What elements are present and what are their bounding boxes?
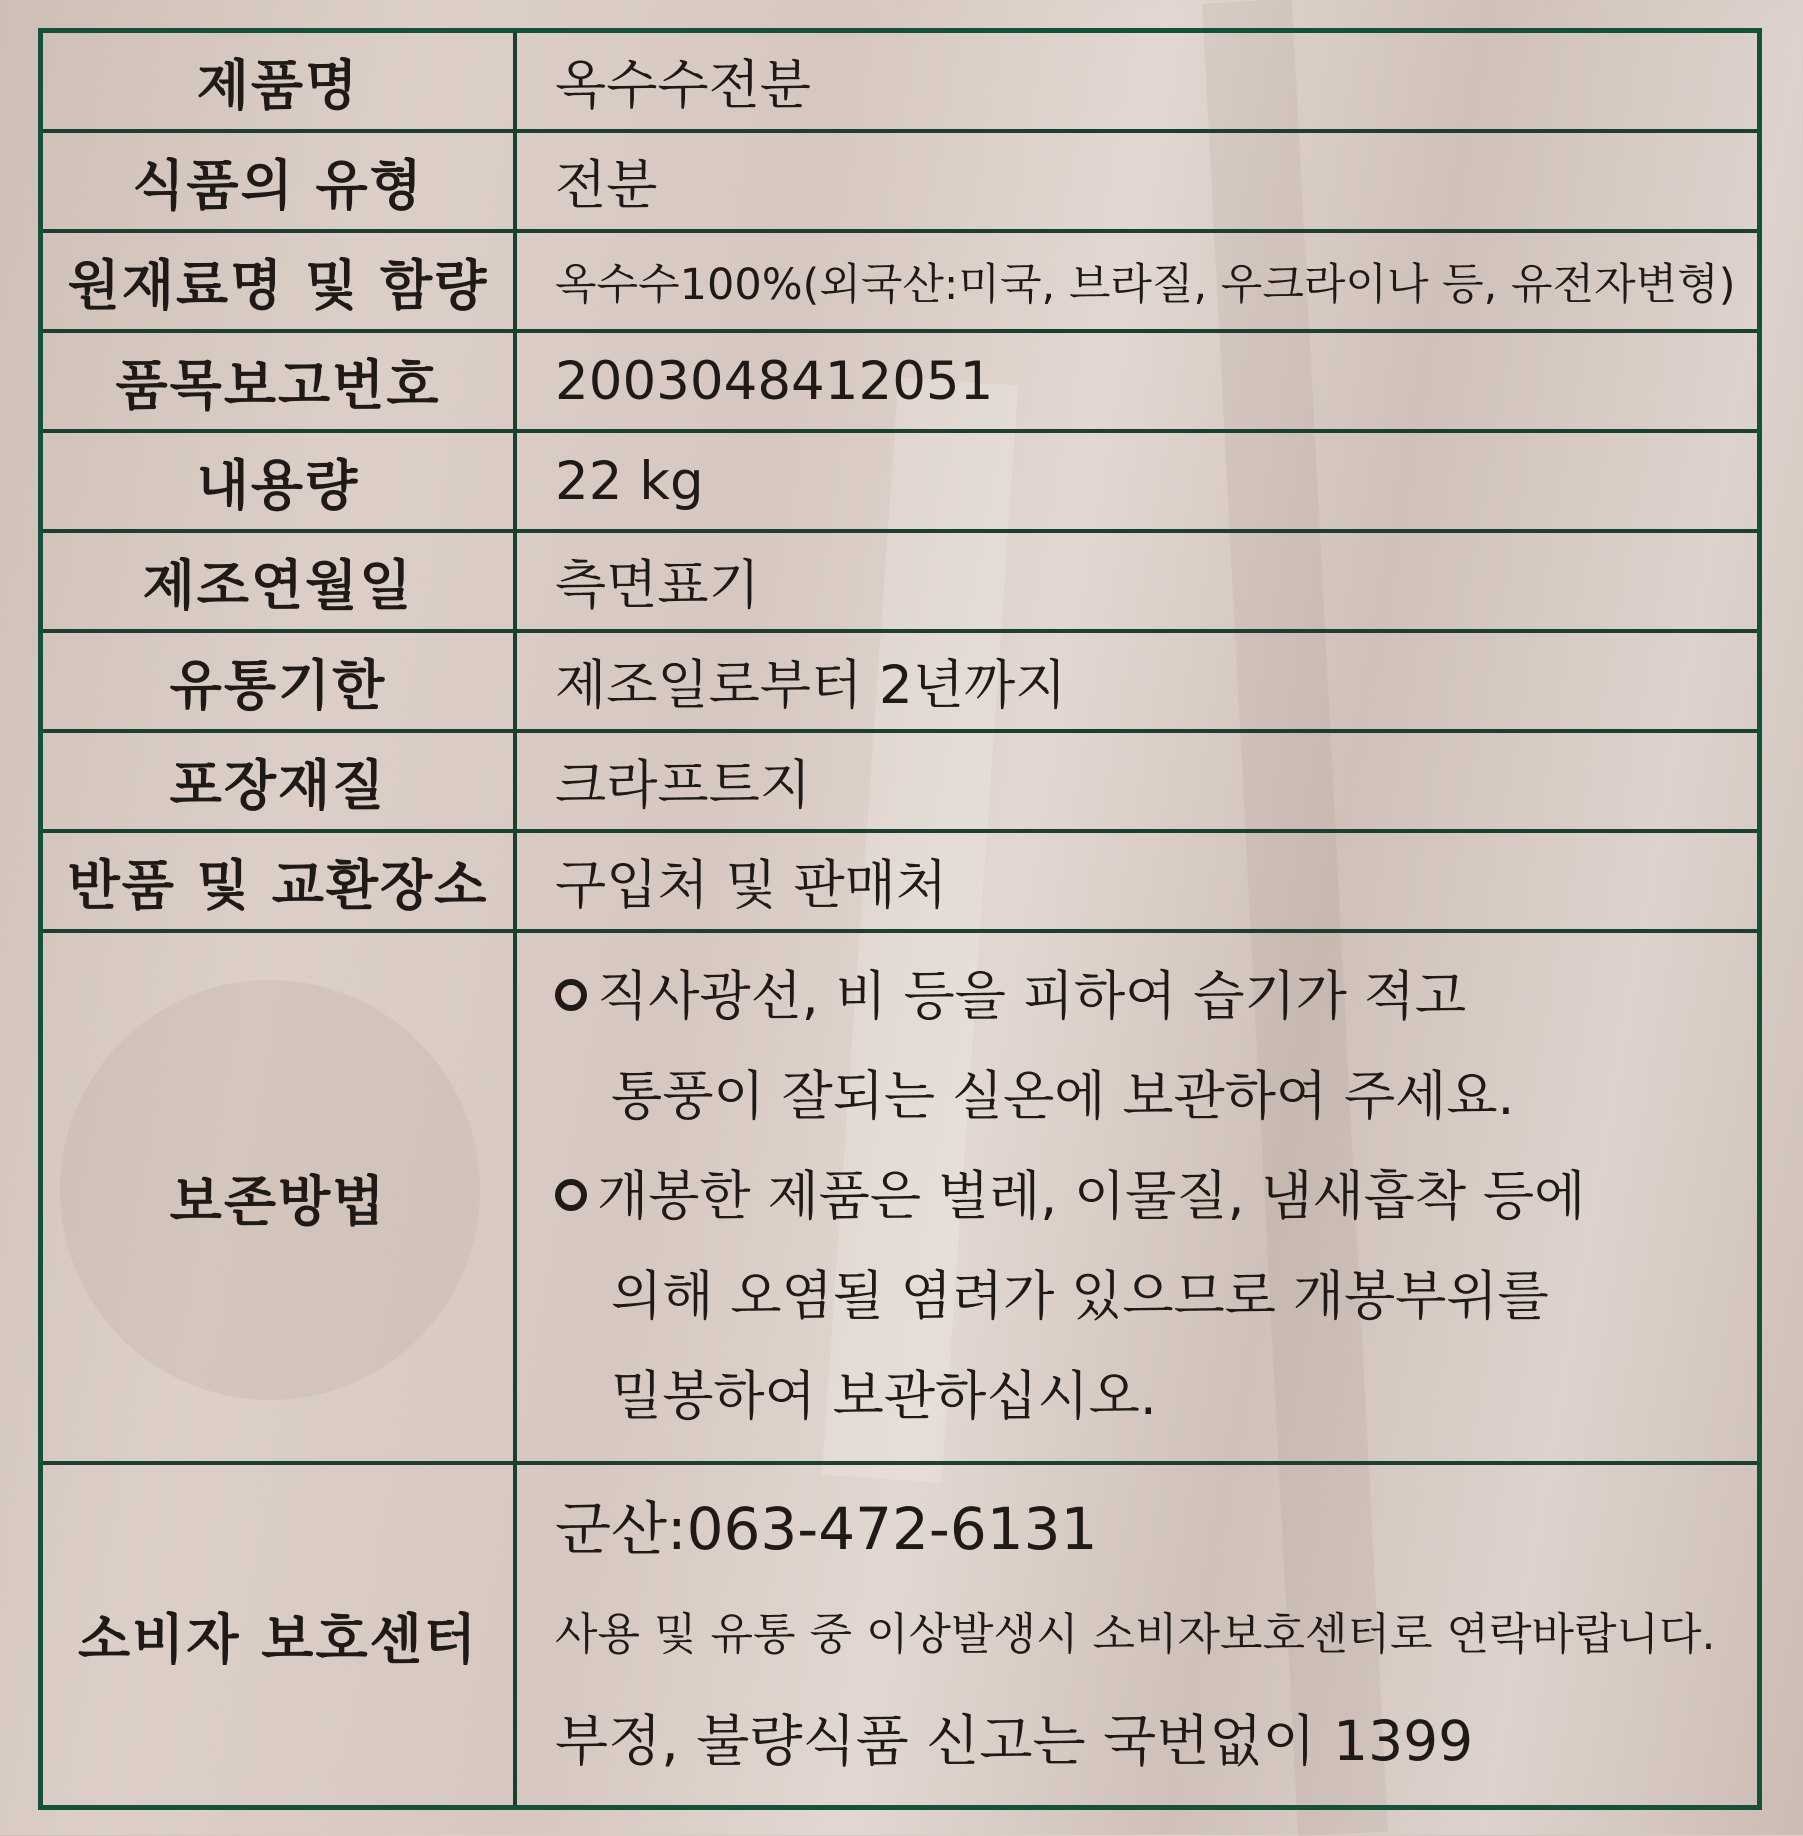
storage-item-1 <box>555 947 1757 1047</box>
row-storage-method <box>41 931 1760 1463</box>
value-manufacture-date: 측면표기 <box>515 531 1760 631</box>
consumer-phone: 군산:063-472-6131 <box>555 1495 1098 1563</box>
value-product-name: 옥수수전분 <box>515 31 1760 132</box>
label-return-place: 반품 및 교환장소 <box>41 831 516 931</box>
row-packaging <box>41 731 1760 831</box>
value-packaging: 크라프트지 <box>515 731 1760 831</box>
label-consumer-center: 소비자 보호센터 <box>41 1463 516 1808</box>
value-ingredients: 옥수수100%(외국산:미국, 브라질, 우크라이나 등, 유전자변형) <box>515 231 1760 331</box>
label-manufacture-date: 제조연월일 <box>41 531 516 631</box>
circle-bullet-icon <box>555 979 587 1011</box>
value-net-content: 22 kg <box>515 431 1760 531</box>
value-report-number: 2003048412051 <box>515 331 1760 431</box>
storage-item-2 <box>555 1147 1757 1247</box>
label-food-type: 식품의 유형 <box>41 131 516 231</box>
product-info-table <box>38 28 1762 1810</box>
row-food-type <box>41 131 1760 231</box>
row-ingredients <box>41 231 1760 331</box>
circle-bullet-icon <box>555 1179 587 1211</box>
row-consumer-center <box>41 1463 1760 1808</box>
label-net-content: 내용량 <box>41 431 516 531</box>
storage-item-2-line-1: 개봉한 제품은 벌레, 이물질, 냄새흡착 등에 <box>597 1166 1586 1227</box>
label-ingredients: 원재료명 및 함량 <box>41 231 516 331</box>
label-packaging: 포장재질 <box>41 731 516 831</box>
row-product-name <box>41 31 1760 132</box>
value-food-type: 전분 <box>515 131 1760 231</box>
label-expiry: 유통기한 <box>41 631 516 731</box>
label-report-number: 품목보고번호 <box>41 331 516 431</box>
label-storage-method: 보존방법 <box>41 931 516 1463</box>
row-manufacture-date <box>41 531 1760 631</box>
storage-item-2-line-3: 밀봉하여 보관하십시오. <box>611 1366 1157 1427</box>
row-net-content <box>41 431 1760 531</box>
value-storage-method <box>515 931 1760 1463</box>
value-consumer-center <box>515 1463 1760 1808</box>
consumer-notice: 사용 및 유통 중 이상발생시 소비자보호센터로 연락바랍니다. <box>555 1609 1716 1660</box>
label-product-name: 제품명 <box>41 31 516 132</box>
row-expiry <box>41 631 1760 731</box>
row-report-number <box>41 331 1760 431</box>
value-return-place: 구입처 및 판매처 <box>515 831 1760 931</box>
consumer-report-line: 부정, 불량식품 신고는 국번없이 1399 <box>555 1709 1474 1773</box>
storage-item-1-line-1: 직사광선, 비 등을 피하여 습기가 적고 <box>597 966 1467 1027</box>
storage-item-1-line-2: 통풍이 잘되는 실온에 보관하여 주세요. <box>611 1066 1515 1127</box>
storage-item-2-line-2: 의해 오염될 염려가 있으므로 개봉부위를 <box>611 1266 1549 1327</box>
row-return-place <box>41 831 1760 931</box>
value-expiry: 제조일로부터 2년까지 <box>515 631 1760 731</box>
